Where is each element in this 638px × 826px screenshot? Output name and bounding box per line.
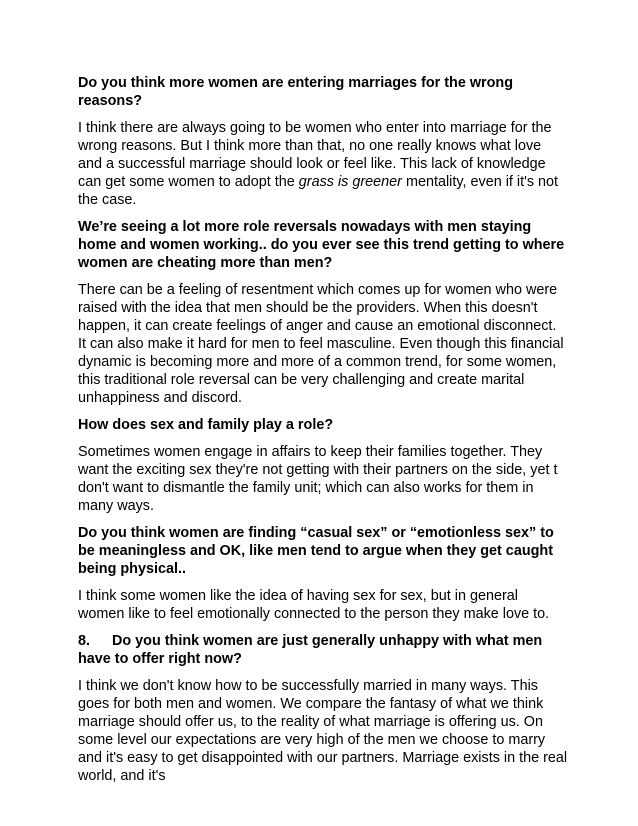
question-5 (78, 632, 568, 668)
document-page (78, 74, 568, 794)
answer-3: Sometimes women engage in affairs to keep their families together. They want the exciting sex they're not getting with their partners on the side, yet t don't want to dismantle the family unit; which can also works for them in many ways. (78, 444, 558, 514)
question-4: Do you think women are finding “casual sex” or “emotionless sex” to be meaningless and OK, like men tend to argue when they get caught being physical.. (78, 525, 554, 577)
answer-1-text-end: mentality, even if it's not the case. (78, 174, 559, 208)
answer-4: I think some women like the idea of having sex for sex, but in general women like to feel emotionally connected to the person they make love to. (78, 588, 550, 622)
question-5-text: Do you think women are just generally unhappy with what men have to offer right now? (78, 633, 543, 667)
question-2: We’re seeing a lot more role reversals nowadays with men staying home and women working.. do you ever see this trend getting to where women are cheating more than men? (78, 219, 565, 271)
answer-2: There can be a feeling of resentment which comes up for women who were raised with the idea that men should be the providers. When this doesn't happen, it can create feelings of anger and cause an emotional disconnect. It can also make it hard for men to feel masculine. Even though this financial dynamic is becoming more and more of a common trend, for some women, this traditional role reversal can be very challenging and create marital unhappiness and discord. (78, 282, 564, 406)
answer-1 (78, 119, 568, 209)
question-5-number: 8. (78, 633, 91, 649)
answer-1-italic: grass is greener (298, 174, 402, 190)
question-1: Do you think more women are entering marriages for the wrong reasons? (78, 75, 513, 109)
answer-5: I think we don't know how to be successfully married in many ways. This goes for both men and women. We compare the fantasy of what we think marriage should offer us, to the reality of what marriage is offering us. On some level our expectations are very high of the men we choose to marry and it's easy to get disappointed with our partners. Marriage exists in the real world, and it's (78, 678, 568, 784)
answer-1-text: I think there are always going to be women who enter into marriage for the wrong reasons. But I think more than that, no one really knows what love and a successful marriage should look or feel like. This lack of knowledge can get some women to adopt the (78, 120, 552, 190)
question-3: How does sex and family play a role? (78, 417, 334, 433)
